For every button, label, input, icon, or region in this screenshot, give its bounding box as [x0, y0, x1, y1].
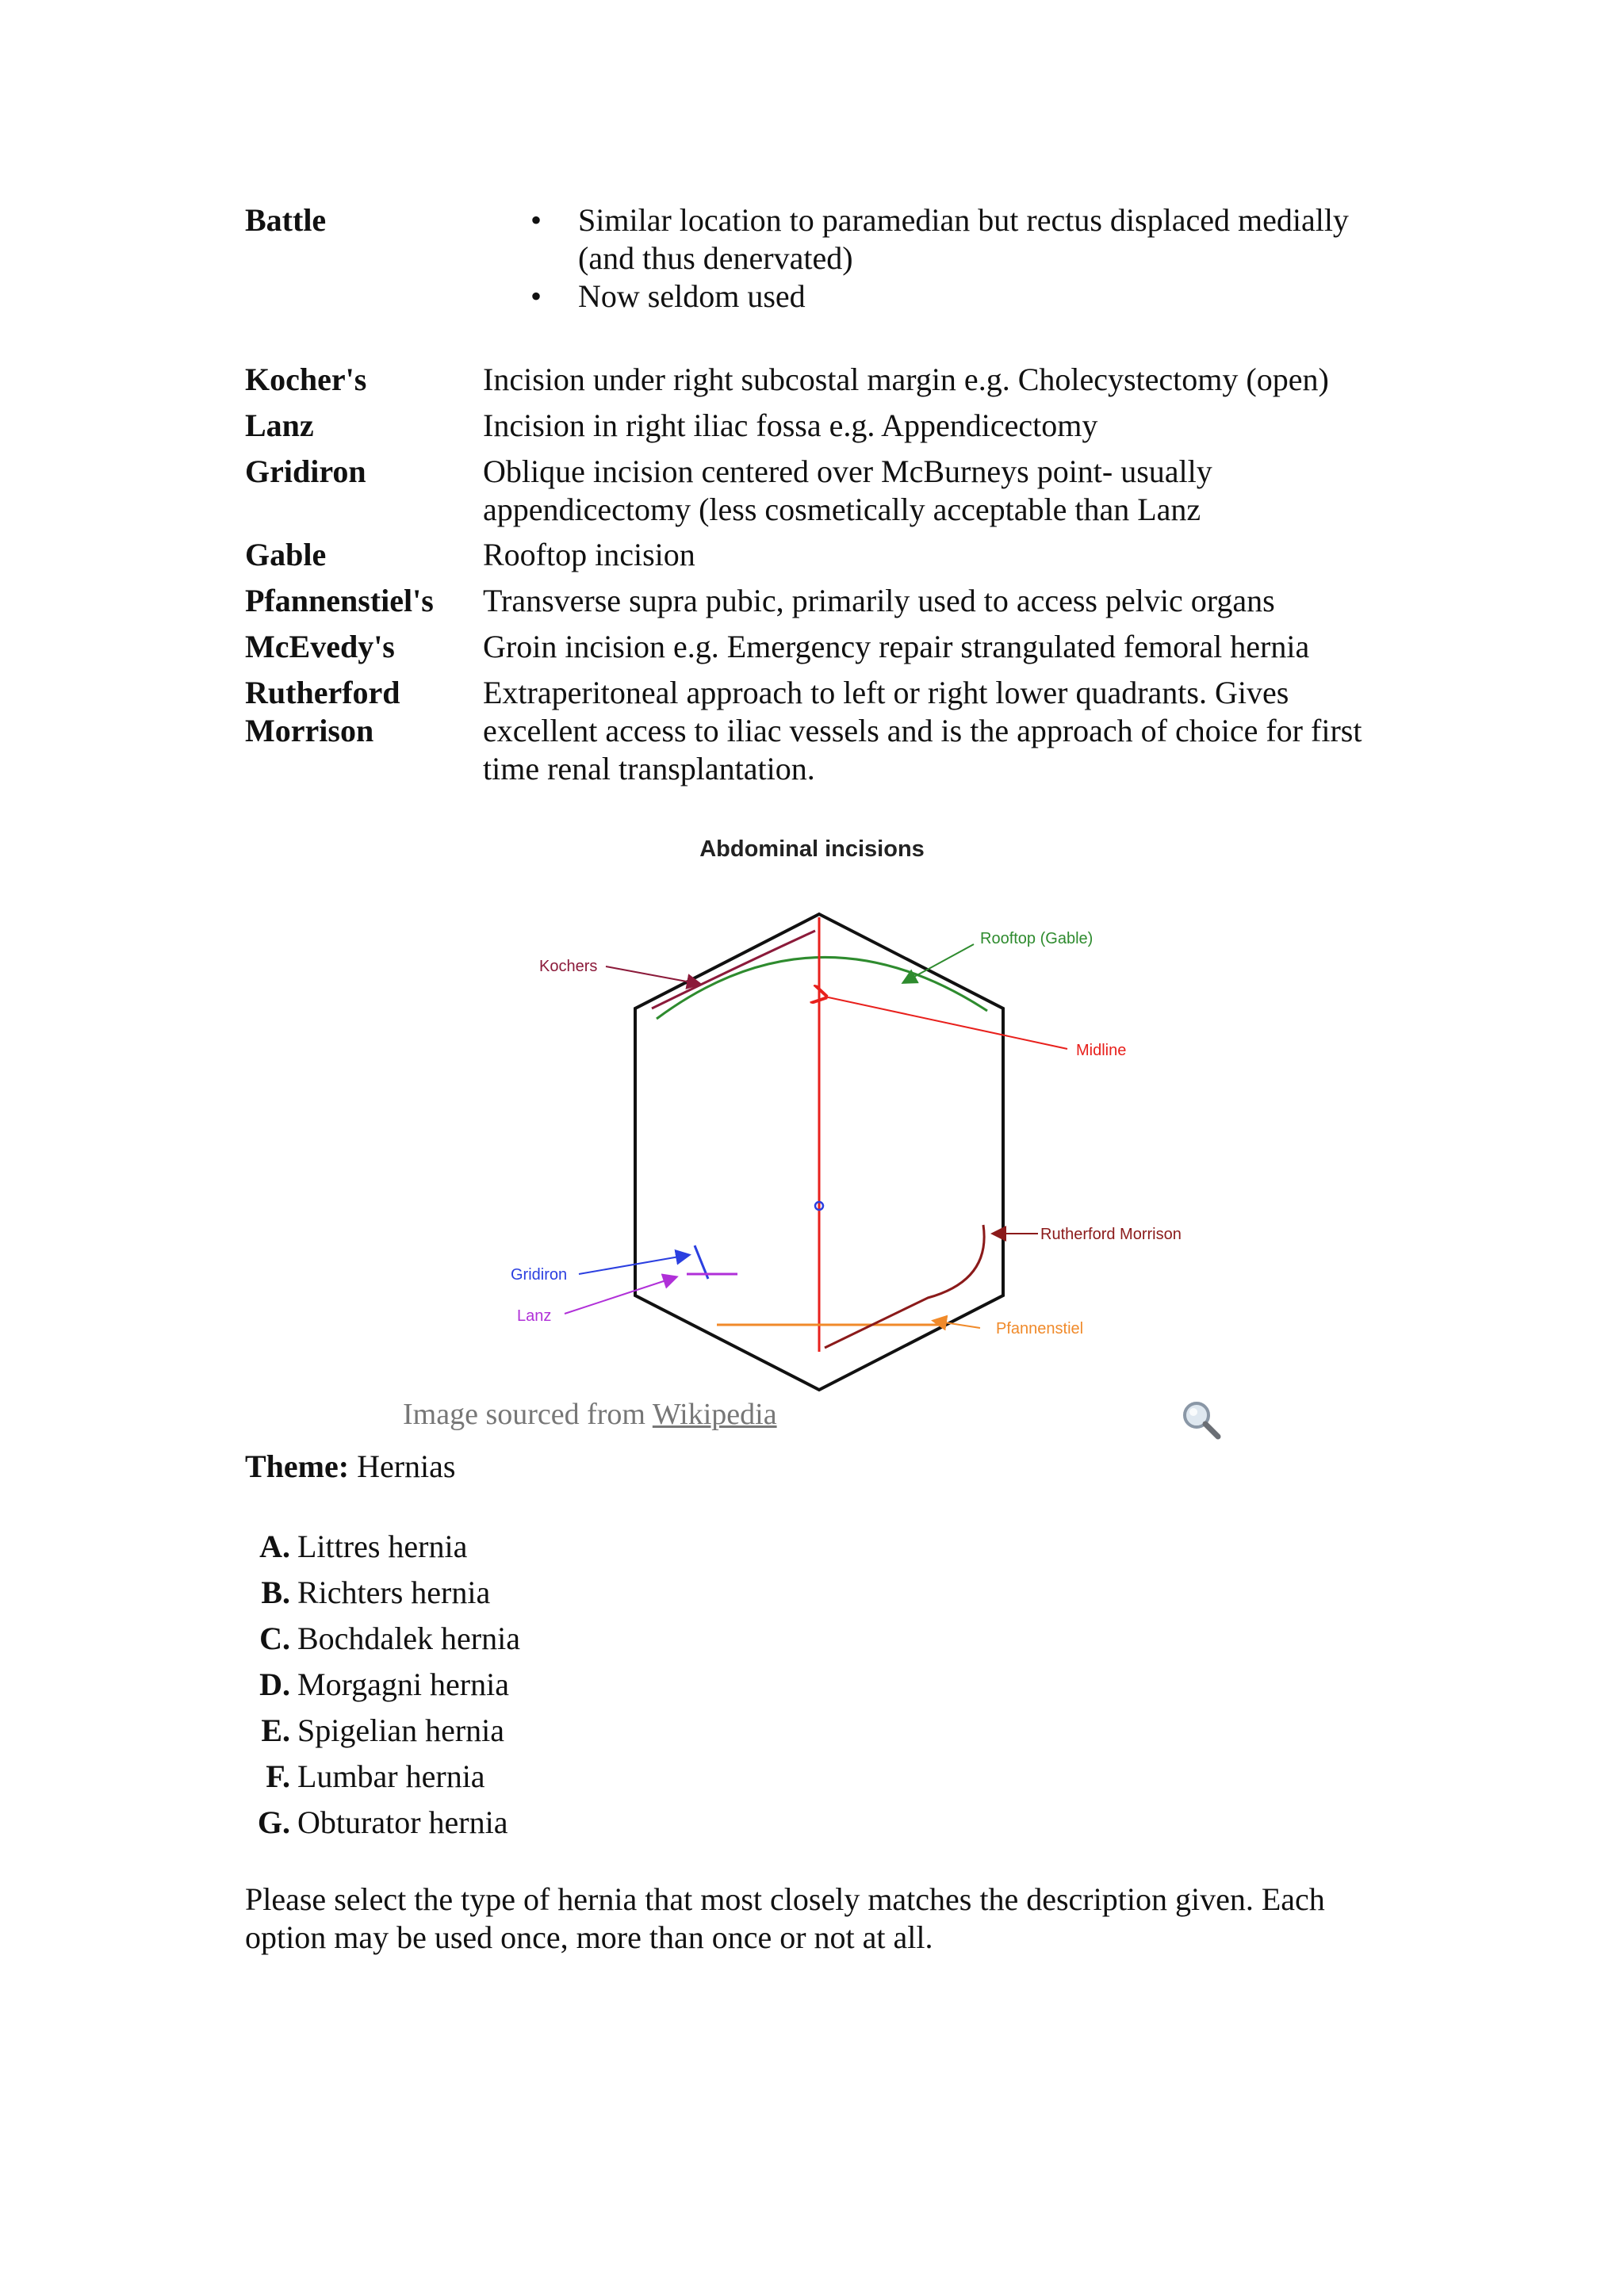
option-text: Lumbar hernia [297, 1758, 485, 1794]
figure-caption [403, 1397, 777, 1432]
option-text: Morgagni hernia [297, 1667, 509, 1702]
option-list [245, 1524, 520, 1846]
kochers-arrow [606, 966, 699, 984]
battle-bullet-list [530, 201, 1403, 316]
theme-line [245, 1448, 455, 1486]
caption-prefix: Image sourced from [403, 1398, 645, 1431]
option-item[interactable] [245, 1708, 520, 1754]
abdominal-incisions-figure [476, 828, 1237, 1399]
lanz-label: Lanz [517, 1307, 552, 1325]
incision-description: Groin incision e.g. Emergency repair strangulated femoral hernia [483, 629, 1310, 664]
bullet-item [530, 277, 1403, 316]
rutherford-incision-line [825, 1225, 984, 1348]
incision-term: Battle [245, 202, 327, 238]
incision-description: Incision under right subcostal margin e.g. Cholecystectomy (open) [483, 362, 1329, 397]
incision-term: Gable [245, 537, 327, 572]
bullet-item [530, 201, 1403, 277]
incision-description: Transverse supra pubic, primarily used to access pelvic organs [483, 583, 1275, 618]
incision-term: Gridiron [245, 453, 366, 489]
theme-value: Hernias [357, 1448, 456, 1484]
incision-description: Incision in right iliac fossa e.g. Appendicectomy [483, 408, 1098, 443]
option-item[interactable] [245, 1570, 520, 1616]
incision-description: Oblique incision centered over McBurneys point- usually appendicectomy (less cosmetically acceptable than Lanz [483, 453, 1212, 527]
option-text: Obturator hernia [297, 1804, 508, 1840]
option-text: Littres hernia [297, 1529, 468, 1564]
option-letter: D. [259, 1667, 290, 1702]
bullet-text: Similar location to paramedian but rectus displaced medially (and thus denervated) [578, 202, 1349, 276]
bullet-text: Now seldom used [578, 278, 806, 314]
option-letter: C. [259, 1621, 290, 1656]
incision-term: Lanz [245, 408, 314, 443]
option-letter: A. [259, 1529, 290, 1564]
option-text: Bochdalek hernia [297, 1621, 520, 1656]
pfannenstiel-label: Pfannenstiel [996, 1320, 1084, 1337]
bullet-dot-icon: • [530, 278, 542, 314]
magnifier-icon[interactable] [1179, 1398, 1224, 1442]
option-letter: F. [266, 1758, 290, 1794]
midline-label: Midline [1076, 1042, 1127, 1059]
incision-description: Extraperitoneal approach to left or right lower quadrants. Gives excellent access to iliac vessels and is the approach of choice for first time renal transplantation. [483, 675, 1362, 786]
theme-label: Theme: [245, 1448, 350, 1484]
incision-description: Rooftop incision [483, 537, 695, 572]
option-item[interactable] [245, 1800, 520, 1846]
option-item[interactable] [245, 1754, 520, 1800]
incision-term: McEvedy's [245, 629, 395, 664]
incision-term: Pfannenstiel's [245, 583, 434, 618]
kochers-label: Kochers [539, 958, 598, 975]
kochers-incision-line [652, 931, 815, 1008]
incision-term: Rutherford Morrison [245, 675, 400, 748]
option-item[interactable] [245, 1524, 520, 1570]
option-text: Spigelian hernia [297, 1712, 505, 1748]
option-text: Richters hernia [297, 1575, 491, 1610]
abdominal-incisions-diagram [476, 828, 1237, 1399]
incision-term: Kocher's [245, 362, 367, 397]
rooftop-label: Rooftop (Gable) [980, 930, 1094, 947]
option-item[interactable] [245, 1616, 520, 1662]
option-letter: E. [261, 1712, 290, 1748]
option-item[interactable] [245, 1662, 520, 1708]
gridiron-label: Gridiron [511, 1266, 568, 1284]
bullet-dot-icon: • [530, 202, 542, 238]
rooftop-incision-line [657, 957, 987, 1019]
midline-arrow [825, 997, 1067, 1049]
option-letter: G. [257, 1804, 290, 1840]
rutherford-label: Rutherford Morrison [1040, 1226, 1182, 1243]
option-letter: B. [261, 1575, 290, 1610]
instruction-text: Please select the type of hernia that most closely matches the description given. Each option may be used once, more than once or not at all. [245, 1881, 1325, 1955]
figure-title: Abdominal incisions [699, 836, 925, 862]
wikipedia-link[interactable]: Wikipedia [652, 1398, 777, 1431]
